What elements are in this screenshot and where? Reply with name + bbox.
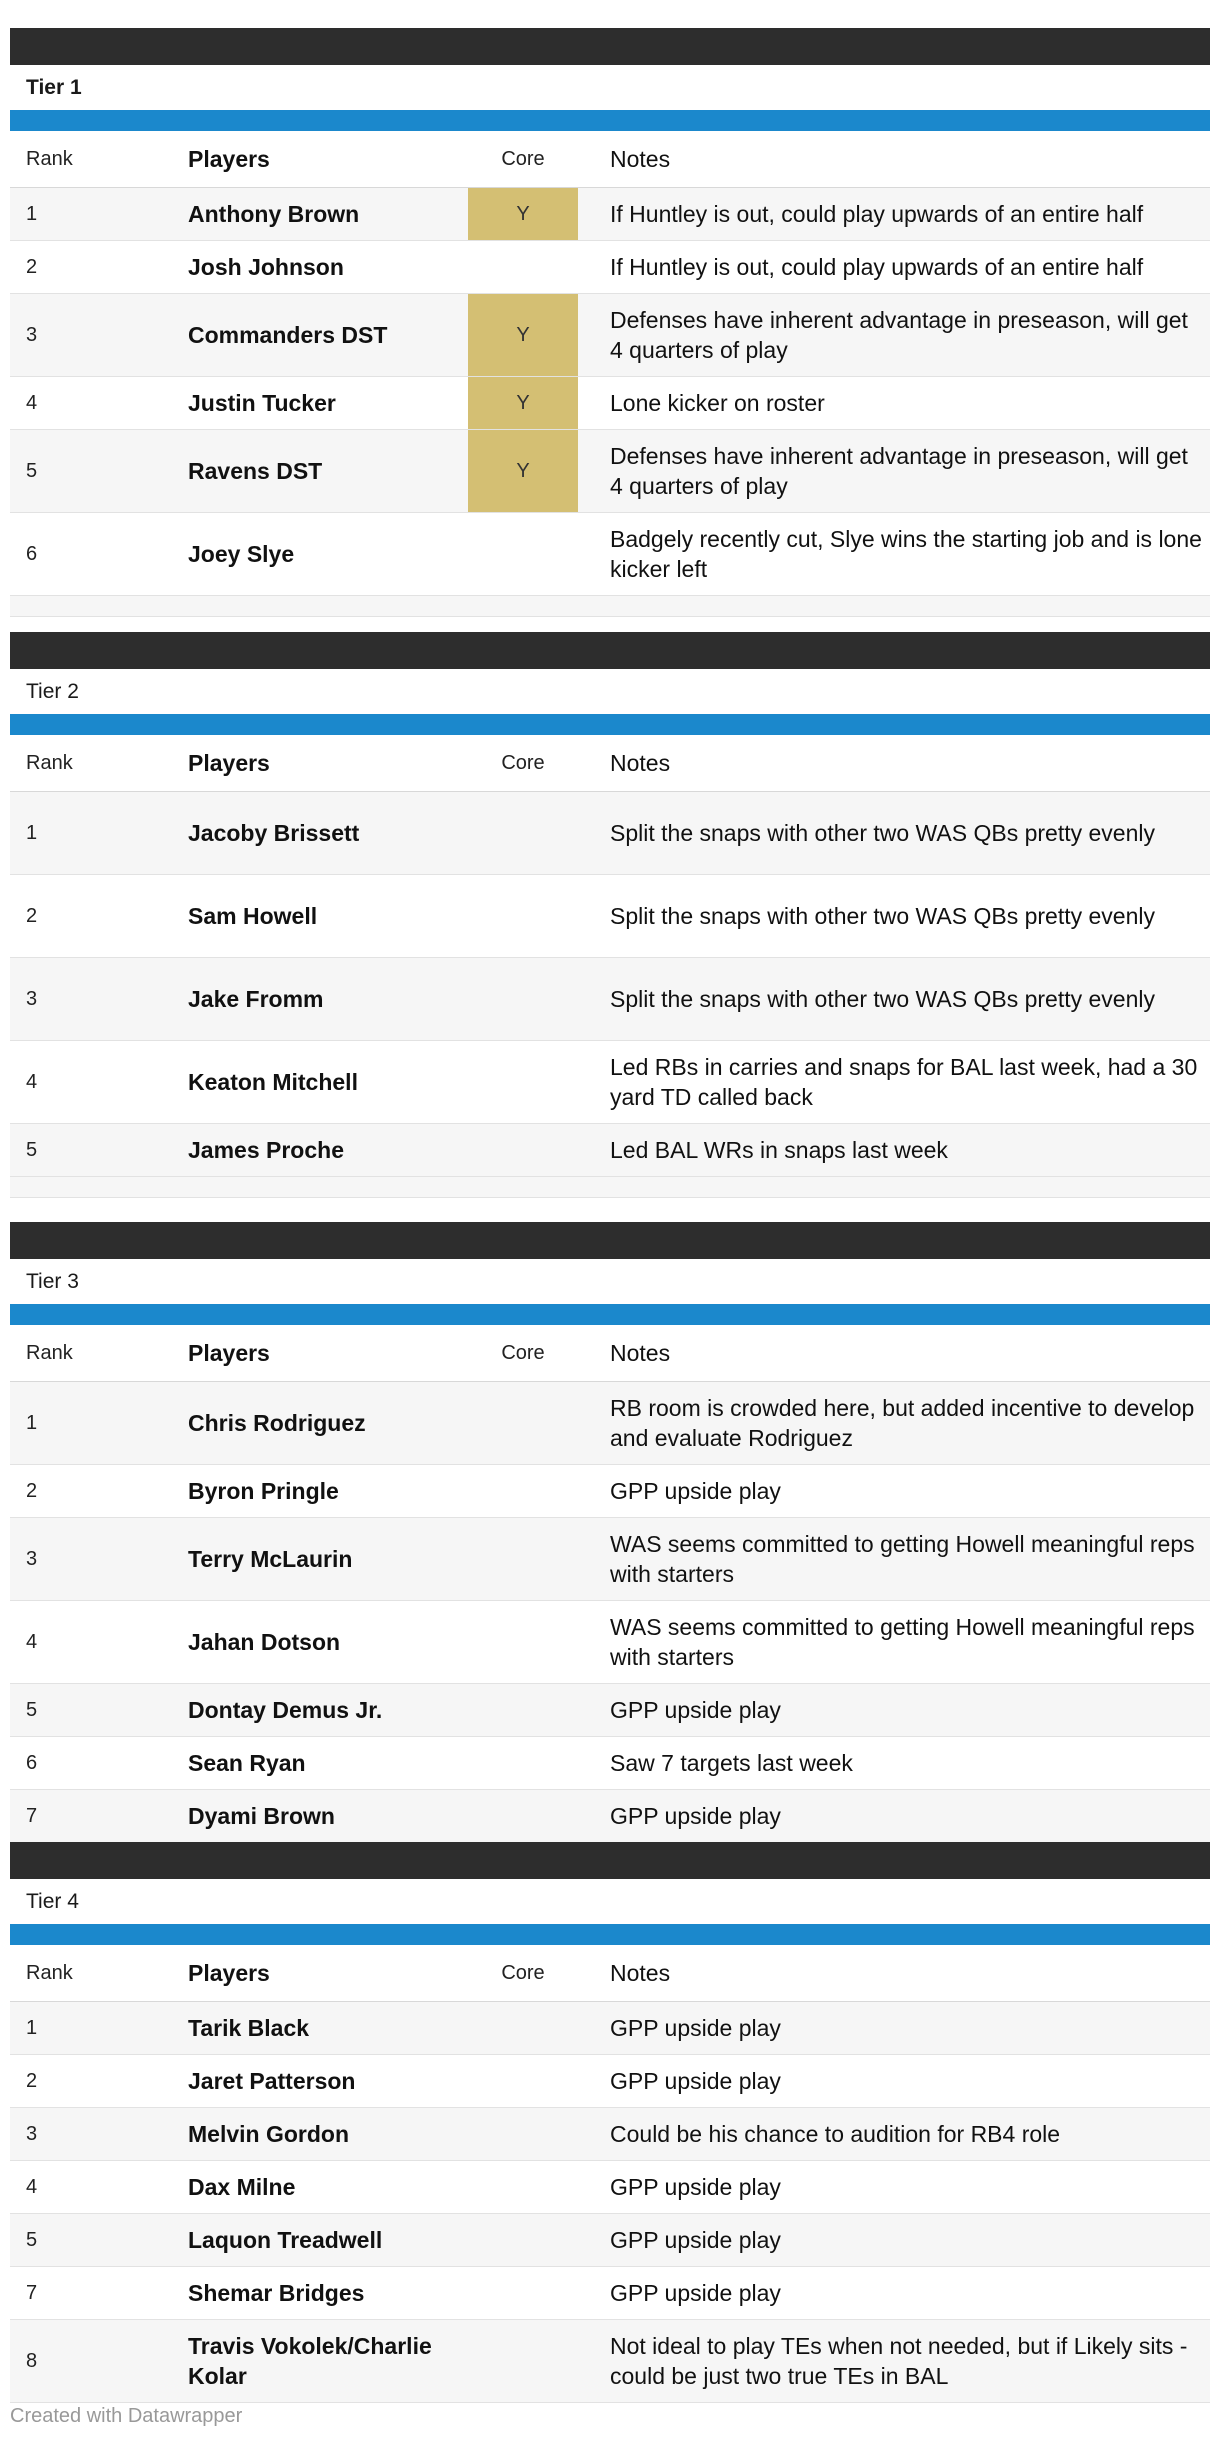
core-cell [468,513,578,595]
table-row [10,1518,1210,1601]
rank-cell: 4 [26,1070,38,1093]
table-row [10,2161,1210,2214]
player-cell: James Proche [188,1137,344,1163]
notes-cell: GPP upside play [610,2015,781,2041]
table-row [10,513,1210,596]
tier-table-3 [10,1222,1210,1843]
rank-cell: 6 [26,542,38,565]
core-cell: Y [468,294,578,376]
column-header-core[interactable]: Core [501,1342,545,1364]
core-cell [468,1684,578,1736]
table-header-row [10,1325,1210,1382]
player-cell: Dontay Demus Jr. [188,1697,383,1723]
core-cell [468,1737,578,1789]
table-row [10,2214,1210,2267]
player-cell: Anthony Brown [188,201,360,227]
table-header-row [10,735,1210,792]
player-cell: Chris Rodriguez [188,1410,366,1436]
tier-top-bar [10,1842,1210,1879]
core-cell [468,875,578,957]
table-row [10,1601,1210,1684]
column-header-rank[interactable]: Rank [26,148,73,170]
notes-cell: If Huntley is out, could play upwards of an entire half [610,201,1144,227]
core-cell [468,1465,578,1517]
rank-cell: 5 [26,2228,38,2251]
core-cell [468,1041,578,1123]
table-row [10,2055,1210,2108]
table-row [10,1684,1210,1737]
tier-title: Tier 3 [26,1270,79,1293]
core-cell: Y [468,430,578,512]
tier-top-bar [10,1222,1210,1259]
player-cell: Keaton Mitchell [188,1069,358,1095]
player-cell: Ravens DST [188,458,323,484]
table-footer-spacer [10,1177,1210,1198]
column-header-rank[interactable]: Rank [26,1342,73,1364]
notes-cell: If Huntley is out, could play upwards of an entire half [610,254,1144,280]
core-cell [468,1518,578,1600]
column-header-notes[interactable]: Notes [610,146,671,172]
rank-cell: 4 [26,1630,38,1653]
rank-cell: 1 [26,1411,38,1434]
notes-cell: Led RBs in carries and snaps for BAL last week, had a 30 yard TD called back [610,1054,1198,1110]
column-header-rank[interactable]: Rank [26,1962,73,1984]
notes-cell: WAS seems committed to getting Howell meaningful reps with starters [610,1531,1195,1587]
rank-cell: 2 [26,2069,38,2092]
tier-blue-bar [10,714,1210,735]
table-footer-spacer [10,596,1210,617]
column-header-players[interactable]: Players [188,146,270,172]
table-row [10,294,1210,377]
notes-cell: Defenses have inherent advantage in preseason, will get 4 quarters of play [610,443,1188,499]
table-row [10,2267,1210,2320]
player-cell: Tarik Black [188,2015,310,2041]
rank-cell: 6 [26,1751,38,1774]
column-header-notes[interactable]: Notes [610,750,671,776]
table-row [10,1790,1210,1843]
table-row [10,430,1210,513]
player-cell: Laquon Treadwell [188,2227,383,2253]
rank-cell: 3 [26,323,38,346]
notes-cell: GPP upside play [610,1478,781,1504]
notes-cell: Saw 7 targets last week [610,1750,853,1776]
rank-cell: 1 [26,202,38,225]
column-header-rank[interactable]: Rank [26,752,73,774]
notes-cell: GPP upside play [610,2280,781,2306]
notes-cell: WAS seems committed to getting Howell meaningful reps with starters [610,1614,1195,1670]
tier-title: Tier 4 [26,1890,79,1913]
player-cell: Jahan Dotson [188,1629,341,1655]
player-cell: Sam Howell [188,903,318,929]
notes-cell: GPP upside play [610,1697,781,1723]
tier-table-4 [10,1842,1210,2403]
table-row [10,1465,1210,1518]
tier-top-bar [10,28,1210,65]
core-cell [468,2214,578,2266]
player-cell: Jacoby Brissett [188,820,360,846]
column-header-players[interactable]: Players [188,750,270,776]
tier-blue-bar [10,110,1210,131]
table-row [10,1041,1210,1124]
table-header-row [10,131,1210,188]
core-cell [468,792,578,874]
column-header-core[interactable]: Core [501,752,545,774]
player-cell: Sean Ryan [188,1750,306,1776]
core-cell [468,1124,578,1176]
table-row [10,2108,1210,2161]
tier-title: Tier 1 [26,76,82,99]
table-row [10,241,1210,294]
notes-cell: Lone kicker on roster [610,390,825,416]
table-row [10,792,1210,875]
table-row [10,2320,1210,2403]
tier-top-bar [10,632,1210,669]
player-cell: Travis Vokolek/Charlie Kolar [188,2333,432,2389]
rank-cell: 7 [26,2281,38,2304]
rank-cell: 3 [26,987,38,1010]
notes-cell: RB room is crowded here, but added incentive to develop and evaluate Rodriguez [610,1395,1195,1451]
rank-cell: 3 [26,2122,38,2145]
player-cell: Dyami Brown [188,1803,335,1829]
core-cell [468,2267,578,2319]
core-cell [468,2002,578,2054]
notes-cell: Split the snaps with other two WAS QBs pretty evenly [610,986,1155,1012]
core-cell [468,1382,578,1464]
rank-cell: 2 [26,255,38,278]
rank-cell: 5 [26,459,38,482]
rank-cell: 5 [26,1138,38,1161]
rank-cell: 1 [26,821,38,844]
footer-credit[interactable]: Created with Datawrapper [10,2405,243,2427]
rank-cell: 4 [26,391,38,414]
rank-cell: 7 [26,1804,38,1827]
notes-cell: GPP upside play [610,1803,781,1829]
rank-cell: 5 [26,1698,38,1721]
notes-cell: Split the snaps with other two WAS QBs pretty evenly [610,903,1155,929]
tier-blue-bar [10,1924,1210,1945]
notes-cell: Not ideal to play TEs when not needed, but if Likely sits - could be just two true TEs in BAL [610,2333,1188,2389]
core-cell: Y [468,377,578,429]
core-cell [468,958,578,1040]
column-header-core[interactable]: Core [501,1962,545,1984]
notes-cell: Could be his chance to audition for RB4 role [610,2121,1061,2147]
core-cell [468,2320,578,2402]
column-header-notes[interactable]: Notes [610,1960,671,1986]
column-header-players[interactable]: Players [188,1960,270,1986]
rank-cell: 8 [26,2349,38,2372]
column-header-players[interactable]: Players [188,1340,270,1366]
table-row [10,1124,1210,1177]
notes-cell: GPP upside play [610,2068,781,2094]
player-cell: Commanders DST [188,322,388,348]
notes-cell: Defenses have inherent advantage in preseason, will get 4 quarters of play [610,307,1188,363]
notes-cell: Split the snaps with other two WAS QBs pretty evenly [610,820,1155,846]
core-cell [468,1601,578,1683]
player-cell: Shemar Bridges [188,2280,365,2306]
player-cell: Joey Slye [188,541,295,567]
player-cell: Jake Fromm [188,986,324,1012]
table-row [10,2002,1210,2055]
table-header-row [10,1945,1210,2002]
notes-cell: GPP upside play [610,2227,781,2253]
table-row [10,958,1210,1041]
core-cell [468,1790,578,1842]
rank-cell: 2 [26,904,38,927]
table-row [10,1737,1210,1790]
player-cell: Melvin Gordon [188,2121,349,2147]
core-cell [468,2055,578,2107]
rank-cell: 4 [26,2175,38,2198]
tier-title: Tier 2 [26,680,79,703]
rank-cell: 3 [26,1547,38,1570]
core-cell [468,2108,578,2160]
rank-cell: 1 [26,2016,38,2039]
column-header-notes[interactable]: Notes [610,1340,671,1366]
player-cell: Terry McLaurin [188,1546,353,1572]
table-row [10,188,1210,241]
notes-cell: GPP upside play [610,2174,781,2200]
table-row [10,377,1210,430]
column-header-core[interactable]: Core [501,148,545,170]
core-cell [468,241,578,293]
tier-table-2 [10,632,1210,1198]
player-cell: Justin Tucker [188,390,336,416]
player-cell: Byron Pringle [188,1478,339,1504]
player-cell: Jaret Patterson [188,2068,356,2094]
table-row [10,1382,1210,1465]
player-cell: Josh Johnson [188,254,344,280]
notes-cell: Badgely recently cut, Slye wins the starting job and is lone kicker left [610,526,1202,582]
tier-table-1 [10,28,1210,617]
player-cell: Dax Milne [188,2174,296,2200]
core-cell: Y [468,188,578,240]
tier-blue-bar [10,1304,1210,1325]
table-row [10,875,1210,958]
core-cell [468,2161,578,2213]
rank-cell: 2 [26,1479,38,1502]
notes-cell: Led BAL WRs in snaps last week [610,1137,948,1163]
